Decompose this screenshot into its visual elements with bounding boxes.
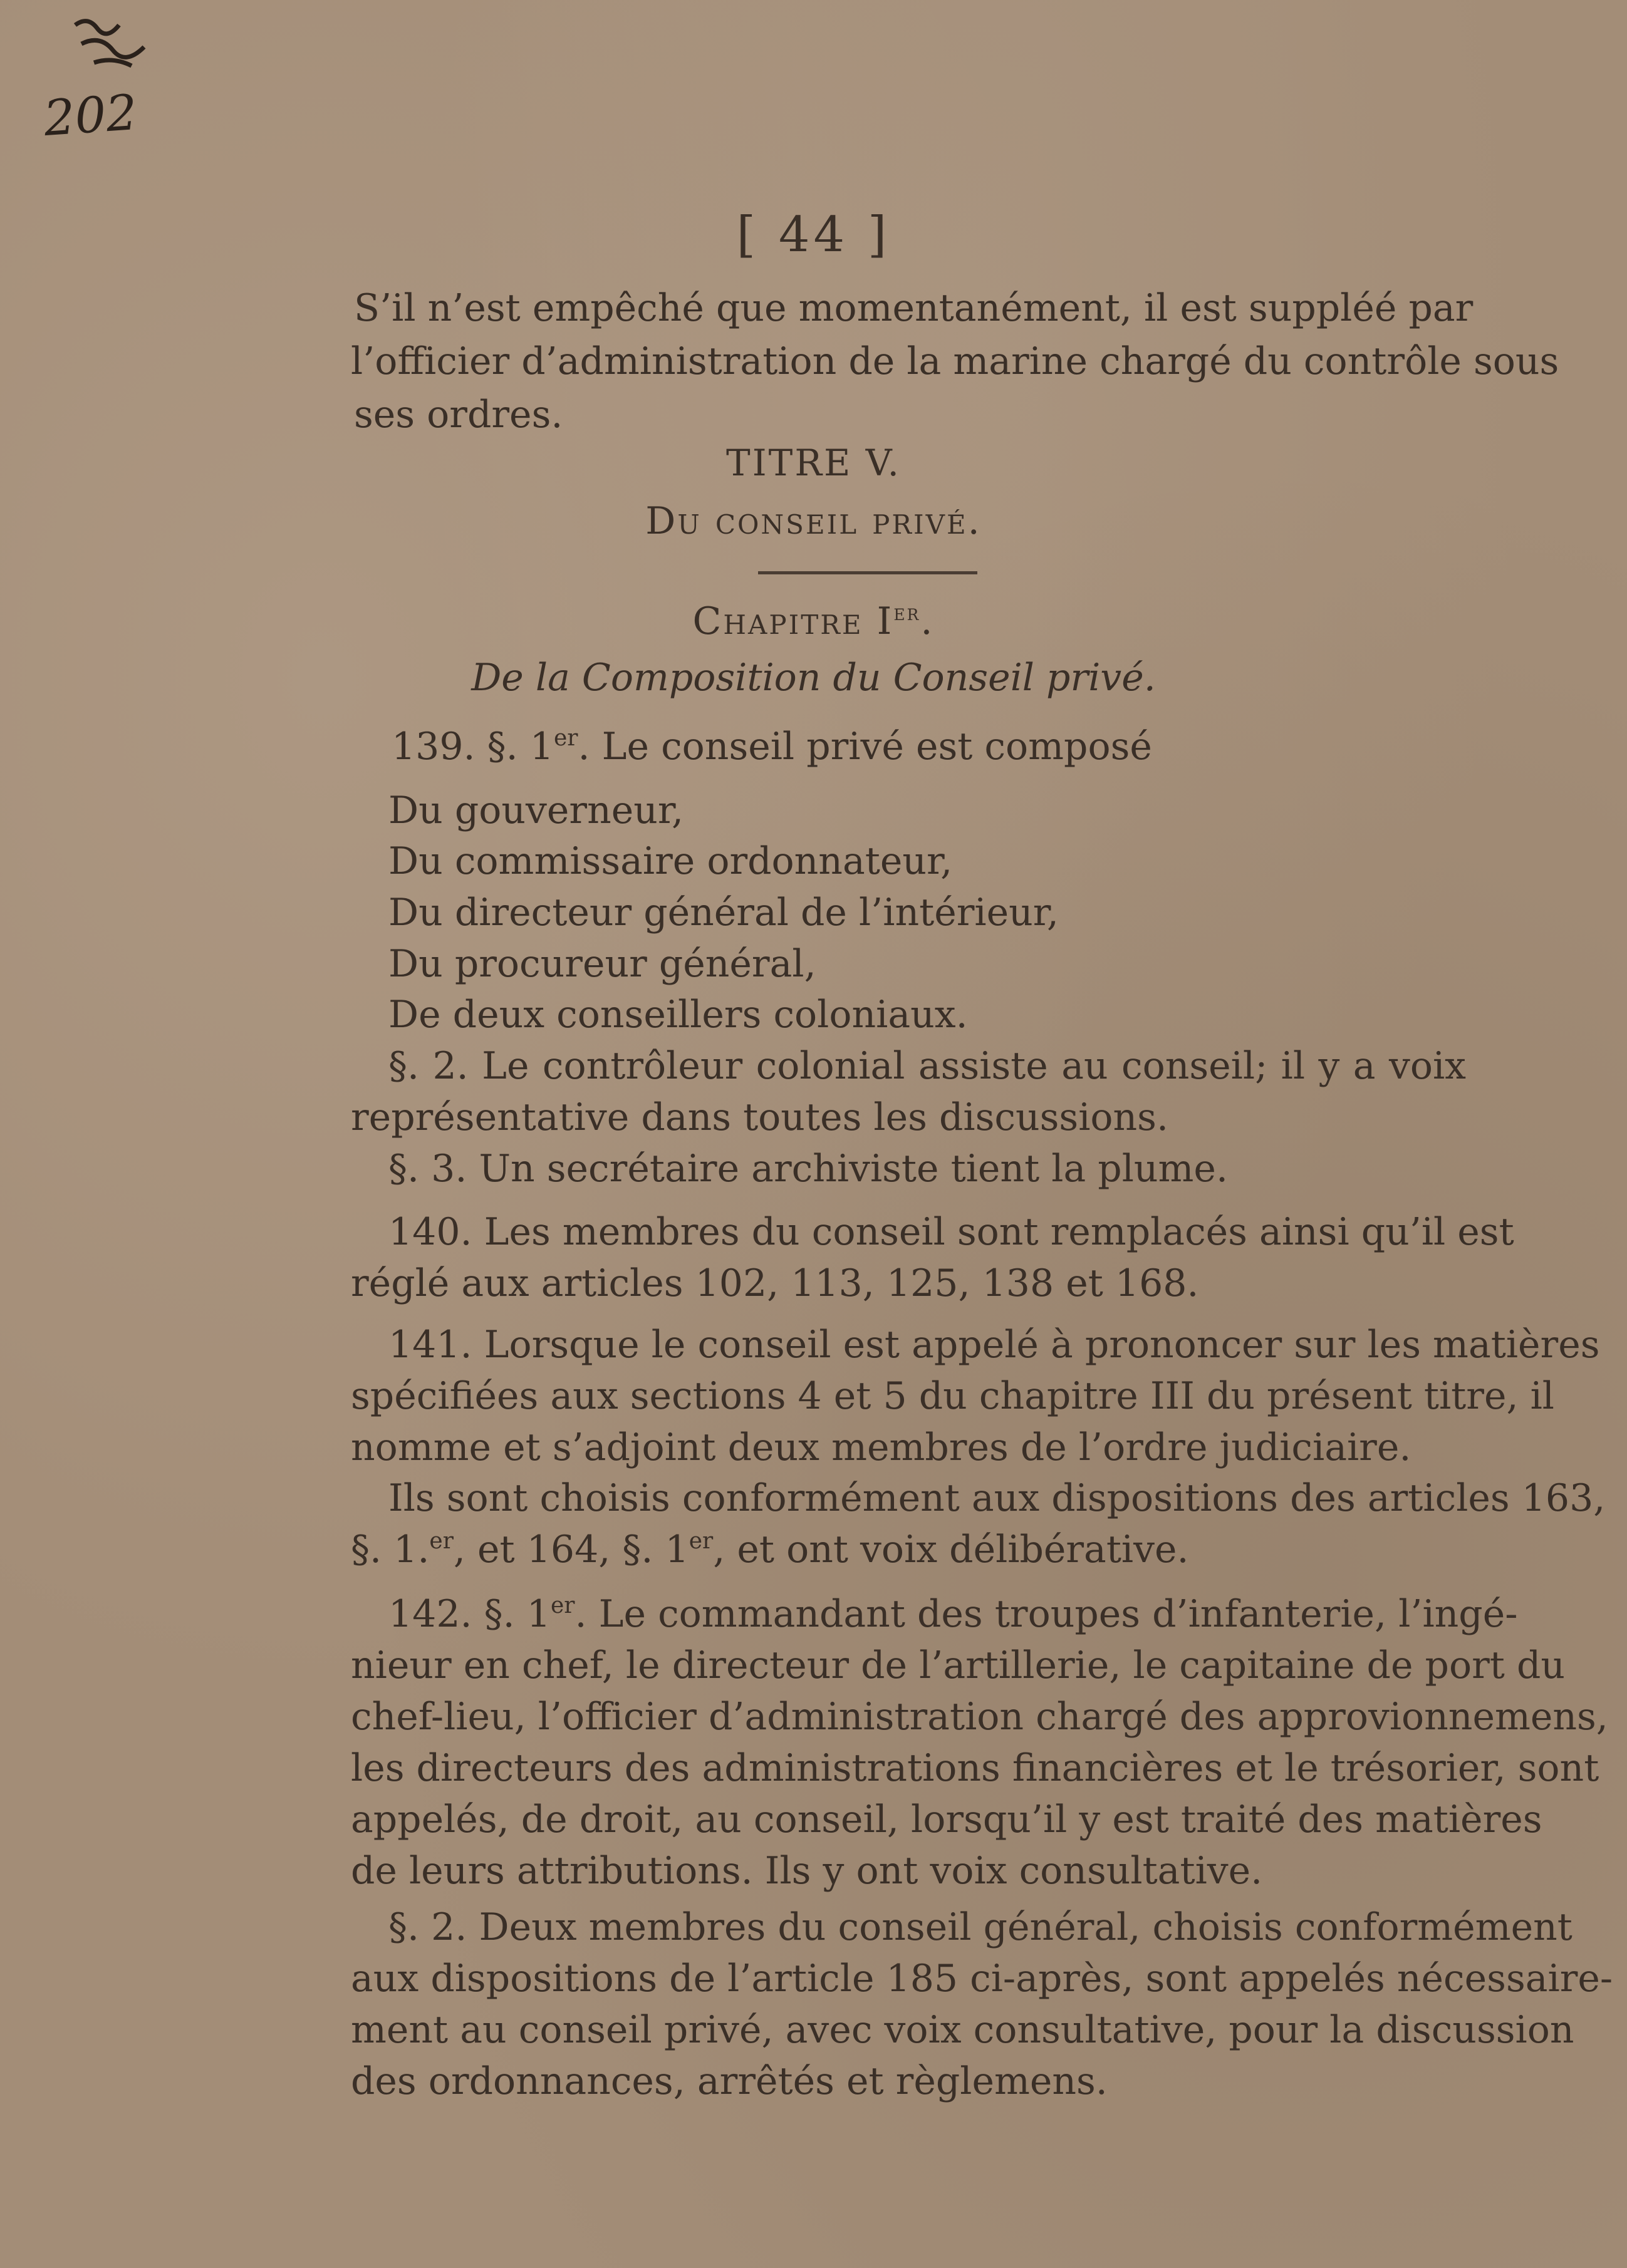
article-141-line-3: nomme et s’adjoint deux membres de l’ordre judiciaire. xyxy=(351,1426,1411,1469)
member-line-5: De deux conseillers coloniaux. xyxy=(388,993,968,1037)
article-139-sup: er xyxy=(553,725,578,751)
member-line-4: Du procureur général, xyxy=(388,942,816,986)
article-141-line-1: 141. Lorsque le conseil est appelé à prononcer sur les matières xyxy=(388,1323,1600,1367)
chapitre-sup: er xyxy=(893,600,921,626)
article-139-text: . Le conseil privé est composé xyxy=(578,725,1152,769)
article-142-line-2: nieur en chef, le directeur de l’artillerie, le capitaine de port du xyxy=(351,1644,1565,1687)
article-142-para2-line-3: ment au conseil privé, avec voix consultative, pour la discussion xyxy=(351,2008,1574,2052)
body-line-3: ses ordres. xyxy=(354,393,563,437)
article-142-sup: er xyxy=(550,1593,575,1618)
titre-heading: TITRE V. xyxy=(726,442,901,484)
article-140-line-1: 140. Les membres du conseil sont remplacés ainsi qu’il est xyxy=(388,1210,1514,1254)
article-141-line-2: spécifiées aux sections 4 et 5 du chapitre III du présent titre, il xyxy=(351,1374,1554,1418)
article-142-line-4: les directeurs des administrations financières et le trésorier, sont xyxy=(351,1746,1599,1790)
body-line-1: S’il n’est empêché que momentanément, il est suppléé par xyxy=(354,286,1474,330)
article-142-line-6: de leurs attributions. Ils y ont voix consultative. xyxy=(351,1849,1263,1893)
body-line-2: l’officier d’administration de la marine chargé du contrôle sous xyxy=(351,339,1559,383)
article-141-ref-c: , et ont voix délibérative. xyxy=(713,1528,1189,1572)
article-141-ref-b-sup: er xyxy=(689,1528,714,1554)
article-142-para2-line-1: §. 2. Deux membres du conseil général, choisis conformément xyxy=(388,1905,1572,1949)
article-139-line xyxy=(392,720,1152,773)
para2-line-2: représentative dans toutes les discussions. xyxy=(351,1095,1169,1139)
article-142-line-1 xyxy=(388,1588,1518,1640)
chapitre-end: . xyxy=(920,599,935,643)
article-142-para2-line-2: aux dispositions de l’article 185 ci-après, sont appelés nécessaire- xyxy=(351,1957,1613,2001)
ink-scribble-mark xyxy=(69,13,169,81)
member-line-2: Du commissaire ordonnateur, xyxy=(388,839,953,883)
article-142-para2-line-4: des ordonnances, arrêtés et règlemens. xyxy=(351,2059,1108,2103)
article-141-ref-b: , et 164, §. 1 xyxy=(453,1528,689,1572)
chapitre-label: Chapitre I xyxy=(692,599,894,643)
article-141-ref-a: §. 1. xyxy=(351,1528,430,1572)
article-141-line-5 xyxy=(351,1523,1189,1576)
handwritten-margin-note: 202 xyxy=(42,84,139,148)
article-142-line-5: appelés, de droit, au conseil, lorsqu’il y est traité des matières xyxy=(351,1798,1542,1841)
para3-line: §. 3. Un secrétaire archiviste tient la plume. xyxy=(388,1147,1229,1191)
member-line-1: Du gouverneur, xyxy=(388,789,684,832)
chapitre-heading xyxy=(0,595,1627,648)
chapitre-subtitle: De la Composition du Conseil privé. xyxy=(471,656,1156,700)
article-140-line-2: réglé aux articles 102, 113, 125, 138 et 168. xyxy=(351,1261,1199,1305)
article-141-ref-a-sup: er xyxy=(429,1528,454,1554)
page-number: [ 44 ] xyxy=(736,207,891,263)
para2-line-1: §. 2. Le contrôleur colonial assiste au conseil; il y a voix xyxy=(388,1044,1466,1088)
member-line-3: Du directeur général de l’intérieur, xyxy=(388,891,1059,935)
article-141-line-4: Ils sont choisis conformément aux dispositions des articles 163, xyxy=(388,1476,1606,1520)
article-142-line-3: chef-lieu, l’officier d’administration chargé des approvionnemens, xyxy=(351,1695,1608,1739)
titre-subtitle: Du conseil privé. xyxy=(645,499,982,543)
article-142-text: . Le commandant des troupes d’infanterie, l’ingé- xyxy=(574,1592,1518,1636)
article-139-prefix: 139. §. 1 xyxy=(392,725,554,769)
section-divider xyxy=(758,571,977,574)
article-142-prefix: 142. §. 1 xyxy=(388,1592,551,1636)
